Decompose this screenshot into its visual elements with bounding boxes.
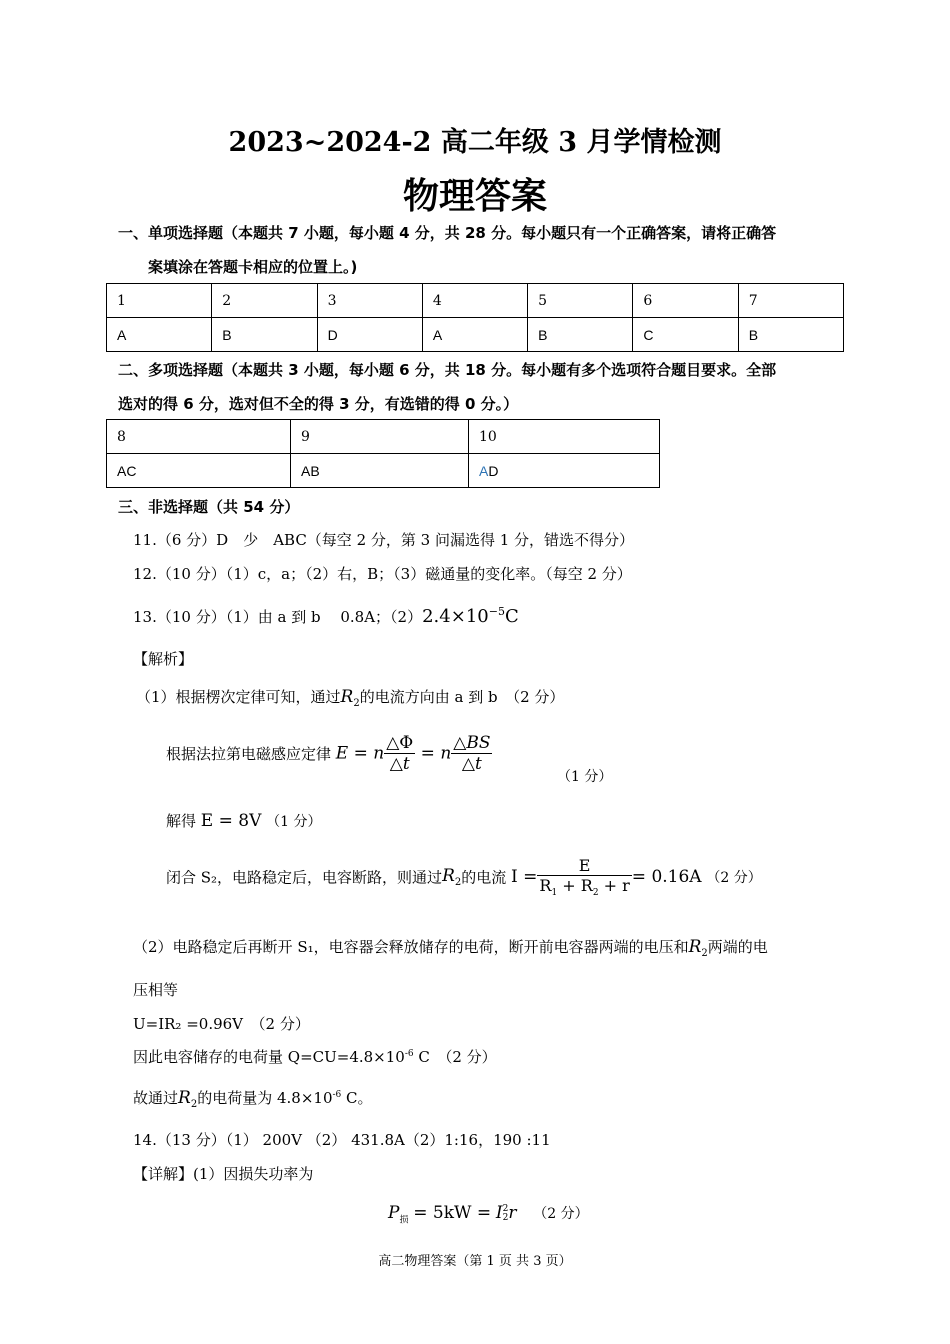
answer-cell: [469, 454, 660, 488]
charge-conclusion: 故通过$R_2$的电荷量为 $4.8\times 10^{-6}$ C。: [133, 1088, 373, 1110]
score-note: （1 分）: [557, 769, 613, 785]
analysis-step-1: （1）根据楞次定律可知，通过$R_2$的电流方向由 a 到 b （2 分）: [136, 687, 565, 709]
document-title: 2023~2024-2 高二年级 3 月学情检测: [228, 127, 722, 158]
answer-letter: D: [488, 462, 499, 479]
answer-cell: AC: [107, 454, 291, 488]
answer-letter-highlight: A: [479, 462, 489, 479]
charge-result: 因此电容储存的电荷量 $Q=CU=4.8\times 10^{-6}$ C （2 分）: [133, 1048, 497, 1066]
question-number: 8: [107, 420, 291, 454]
multiple-choice-answer-table: [106, 419, 660, 488]
answer-cell: A: [107, 318, 212, 352]
question-number: 7: [738, 284, 843, 318]
section3-heading: 三、非选择题（共 54 分）: [118, 498, 300, 516]
answer-cell: C: [633, 318, 738, 352]
q13-text: 13.（10 分）（1）由 a 到 b 0.8A；（2）: [133, 608, 423, 626]
question-number: 5: [528, 284, 633, 318]
voltage-result: U=IR₂ =0.96V （2 分）: [133, 1015, 310, 1033]
answer-cell: B: [738, 318, 843, 352]
power-loss-formula: $P_损 = 5kW = I$ 2 2 r （2 分）: [388, 1203, 589, 1226]
question-number: 3: [317, 284, 422, 318]
q13-formula: $2.4\times 10^{-5}C$: [422, 605, 519, 627]
question-number: 4: [422, 284, 527, 318]
question-number: 2: [212, 284, 317, 318]
answer-cell: AB: [291, 454, 469, 488]
analysis-step-5-cont: 压相等: [133, 981, 179, 999]
analysis-step-2: 根据法拉第电磁感应定律 E = n $\frac{\triangle\Phi}{\triangle t}$ = n $\frac{\triangle BS}{\triangle t}$: [166, 733, 491, 774]
answer-cell: D: [317, 318, 422, 352]
answer-cell: A: [422, 318, 527, 352]
analysis-step-3: 解得 E = 8V （1 分）: [166, 811, 322, 831]
question-number: 6: [633, 284, 738, 318]
q13-answer: [133, 605, 519, 627]
question-number: 1: [107, 284, 212, 318]
answer-cell: B: [212, 318, 317, 352]
analysis-step-4: 闭合 S₂，电路稳定后，电容断路，则通过$R_2$的电流 I = $\frac{E}{R_1 + R_2 + r}$ = 0.16A （2 分）: [166, 856, 762, 899]
analysis-step-5: （2）电路稳定后再断开 S₁，电容器会释放储存的电荷，断开前电容器两端的电压和$R_2$两端的电: [133, 937, 768, 959]
section2-heading-line1: 二、多项选择题（本题共 3 小题，每小题 6 分，共 18 分。每小题有多个选项符合题目要求。全部: [118, 361, 777, 379]
single-choice-answer-table: [106, 283, 844, 352]
question-number: 10: [469, 420, 660, 454]
section1-heading-line2: 案填涂在答题卡相应的位置上。): [148, 258, 358, 276]
section2-heading-line2: 选对的得 6 分，选对但不全的得 3 分，有选错的得 0 分。）: [118, 395, 519, 413]
detail-label: 【详解】(1）因损失功率为: [133, 1165, 314, 1183]
emf-result: E = 8V: [200, 811, 262, 831]
q12-answer: 12.（10 分）（1）c，a；（2）右，B；（3）磁通量的变化率。（每空 2 分）: [133, 565, 632, 583]
faraday-law-formula: E = n: [335, 743, 385, 764]
section1-heading-line1: 一、单项选择题（本题共 7 小题，每小题 4 分，共 28 分。每小题只有一个正确答案，请将正确答: [118, 224, 777, 242]
question-number: 9: [291, 420, 469, 454]
current-formula: $\frac{E}{R_1 + R_2 + r}$: [539, 856, 630, 899]
analysis-label: 【解析】: [133, 650, 194, 668]
answer-cell: B: [528, 318, 633, 352]
page-footer: 高二物理答案（第 1 页 共 3 页）: [378, 1254, 572, 1269]
q11-answer: 11.（6 分）D 少 ABC（每空 2 分，第 3 问漏选得 1 分，错选不得分）: [133, 531, 635, 549]
document-subtitle: 物理答案: [402, 175, 547, 217]
q14-answer: 14.（13 分）（1） 200V （2） 431.8A（2）1:16，190 :11: [133, 1131, 551, 1149]
